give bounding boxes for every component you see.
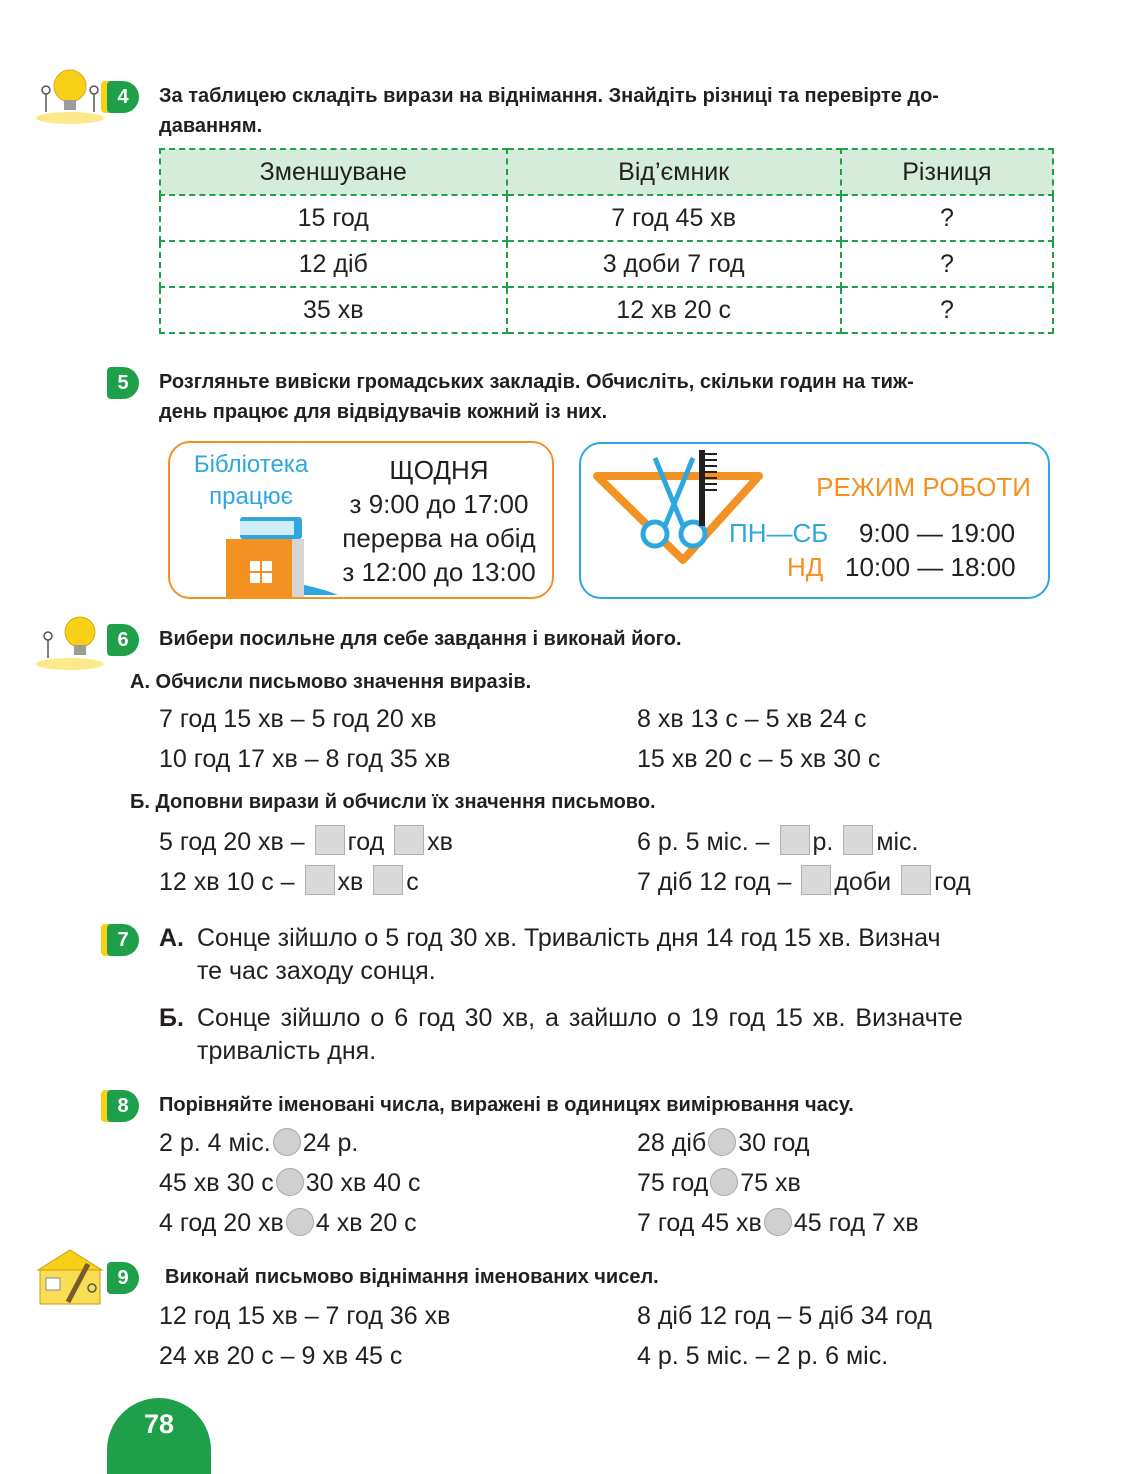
- table-header: Зменшуване: [160, 149, 507, 195]
- table-cell: 3 доби 7 год: [507, 241, 841, 287]
- lightbulb-icon: [34, 66, 106, 124]
- table-cell: ?: [841, 287, 1053, 333]
- library-schedule-line: перерва на обід: [342, 523, 536, 553]
- expression: 4 р. 5 міс. – 2 р. 6 міс.: [637, 1342, 889, 1370]
- table-row: [160, 287, 1053, 333]
- library-title: Бібліотека: [193, 451, 309, 478]
- task-4-table: [159, 148, 1054, 334]
- expression-text: 6 р. 5 міс. –: [637, 828, 770, 856]
- answer-box[interactable]: [315, 825, 345, 855]
- task-6-text: Вибери посильне для себе завдання і виконай його.: [159, 628, 682, 650]
- comparison: [159, 1168, 420, 1198]
- task-7-number: 7: [107, 924, 139, 956]
- unit-label: р.: [812, 828, 834, 856]
- table-cell: ?: [841, 241, 1053, 287]
- table-header-row: [160, 149, 1053, 195]
- library-schedule-line: ЩОДНЯ: [389, 455, 489, 485]
- comparison-value: 24 р.: [302, 1129, 359, 1157]
- comparison-circle[interactable]: [764, 1208, 792, 1236]
- task-8-number: 8: [107, 1090, 139, 1122]
- expression-text: 7 діб 12 год –: [637, 868, 792, 896]
- comparison: [637, 1128, 809, 1158]
- table-cell: 35 хв: [160, 287, 507, 333]
- salon-hours: 9:00 — 19:00: [859, 518, 1016, 548]
- comb-icon: [697, 450, 721, 526]
- expression: 24 хв 20 с – 9 хв 45 с: [159, 1342, 403, 1370]
- task-5-line-2: день працює для відвідувачів кожний із них.: [159, 401, 608, 423]
- unit-label: хв: [337, 868, 364, 896]
- fill-in-expression: [159, 825, 453, 857]
- table-row: [160, 241, 1053, 287]
- task-6-part-b-title: Б. Доповни вирази й обчисли їх значення письмово.: [130, 791, 656, 813]
- comparison-value: 30 хв 40 с: [305, 1169, 421, 1197]
- salon-day-label: НД: [787, 552, 824, 582]
- task-4-number: 4: [107, 81, 139, 113]
- task-7-b-line: тривалість дня.: [197, 1037, 377, 1065]
- expression: 8 хв 13 с – 5 хв 24 с: [637, 705, 867, 733]
- unit-label: міс.: [876, 828, 919, 856]
- expression: 8 діб 12 год – 5 діб 34 год: [637, 1302, 932, 1330]
- table-cell: ?: [841, 195, 1053, 241]
- unit-label: с: [406, 868, 419, 896]
- table-cell: 12 хв 20 с: [507, 287, 841, 333]
- comparison-value: 4 год 20 хв: [159, 1209, 284, 1237]
- salon-sign: [579, 442, 1050, 599]
- library-subtitle: працює: [209, 483, 293, 510]
- comparison-value: 45 хв 30 с: [159, 1169, 274, 1197]
- part-label: А.: [159, 924, 184, 952]
- table-header: Різниця: [841, 149, 1053, 195]
- unit-label: год: [934, 868, 971, 896]
- task-7-a-line: Сонце зійшло о 5 год 30 хв. Тривалість дня 14 год 15 хв. Визнач: [197, 924, 941, 952]
- comparison-value: 45 год 7 хв: [793, 1209, 919, 1237]
- comparison: [637, 1168, 801, 1198]
- comparison-circle[interactable]: [708, 1128, 736, 1156]
- answer-box[interactable]: [843, 825, 873, 855]
- answer-box[interactable]: [801, 865, 831, 895]
- unit-label: год: [347, 828, 385, 856]
- expression-text: 12 хв 10 с –: [159, 868, 295, 896]
- fill-in-expression: [637, 865, 971, 897]
- expression: 7 год 15 хв – 5 год 20 хв: [159, 705, 437, 733]
- comparison-circle[interactable]: [273, 1128, 301, 1156]
- expression-text: 5 год 20 хв –: [159, 828, 305, 856]
- library-sign: [168, 441, 554, 599]
- table-cell: 12 діб: [160, 241, 507, 287]
- fill-in-expression: [637, 825, 919, 857]
- comparison-circle[interactable]: [710, 1168, 738, 1196]
- task-9-text: Виконай письмово віднімання іменованих чисел.: [165, 1266, 659, 1288]
- answer-box[interactable]: [305, 865, 335, 895]
- comparison-circle[interactable]: [286, 1208, 314, 1236]
- salon-hours: 10:00 — 18:00: [845, 552, 1016, 582]
- comparison-value: 2 р. 4 міс.: [159, 1129, 271, 1157]
- task-6-part-a-title: А. Обчисли письмово значення виразів.: [130, 671, 532, 693]
- answer-box[interactable]: [901, 865, 931, 895]
- comparison-value: 30 год: [738, 1129, 810, 1157]
- unit-label: хв: [427, 828, 453, 856]
- task-7-b-line: Сонце зійшло о 6 год 30 хв, а зайшло о 19 год 15 хв. Визначте: [197, 1004, 963, 1032]
- task-4-line-1: За таблицею складіть вирази на віднімання. Знайдіть різниці та перевірте до-: [159, 85, 939, 107]
- answer-box[interactable]: [373, 865, 403, 895]
- expression: 15 хв 20 с – 5 хв 30 с: [637, 745, 881, 773]
- task-5-line-1: Розгляньте вивіски громадських закладів. Обчисліть, скільки годин на тиж-: [159, 371, 914, 393]
- comparison-value: 7 год 45 хв: [637, 1209, 762, 1237]
- scissors-icon: [593, 454, 763, 566]
- expression: 10 год 17 хв – 8 год 35 хв: [159, 745, 451, 773]
- library-schedule-line: з 9:00 до 17:00: [349, 489, 529, 519]
- comparison: [159, 1208, 417, 1238]
- expression: 12 год 15 хв – 7 год 36 хв: [159, 1302, 451, 1330]
- task-8-text: Порівняйте іменовані числа, виражені в одиницях вимірювання часу.: [159, 1094, 854, 1116]
- salon-day-label: ПН—СБ: [729, 518, 829, 548]
- task-7-a-line: те час заходу сонця.: [197, 957, 436, 985]
- task-4-text: [159, 81, 1059, 141]
- page-number: 78: [107, 1398, 211, 1474]
- comparison-value: 28 діб: [637, 1129, 707, 1157]
- comparison: [637, 1208, 919, 1238]
- task-6-number: 6: [107, 624, 139, 656]
- table-cell: 7 год 45 хв: [507, 195, 841, 241]
- fill-in-expression: [159, 865, 419, 897]
- task-4-line-2: даванням.: [159, 115, 263, 137]
- unit-label: доби: [834, 868, 892, 896]
- comparison-value: 75 хв: [740, 1169, 801, 1197]
- library-schedule-line: з 12:00 до 13:00: [342, 557, 536, 587]
- comparison-circle[interactable]: [276, 1168, 304, 1196]
- task-5-number: 5: [107, 367, 139, 399]
- comparison: [159, 1128, 358, 1158]
- comparison-value: 75 год: [637, 1169, 709, 1197]
- table-row: [160, 195, 1053, 241]
- task-5-text: [159, 367, 1059, 427]
- salon-title: РЕЖИМ РОБОТИ: [816, 472, 1031, 502]
- part-label: Б.: [159, 1004, 184, 1032]
- book-icon: [220, 515, 338, 597]
- task-9-number: 9: [107, 1262, 139, 1294]
- answer-box[interactable]: [394, 825, 424, 855]
- table-cell: 15 год: [160, 195, 507, 241]
- lightbulb-icon: [34, 612, 106, 670]
- house-pencil-icon: [34, 1248, 106, 1306]
- answer-box[interactable]: [780, 825, 810, 855]
- comparison-value: 4 хв 20 с: [315, 1209, 417, 1237]
- table-header: Від’ємник: [507, 149, 841, 195]
